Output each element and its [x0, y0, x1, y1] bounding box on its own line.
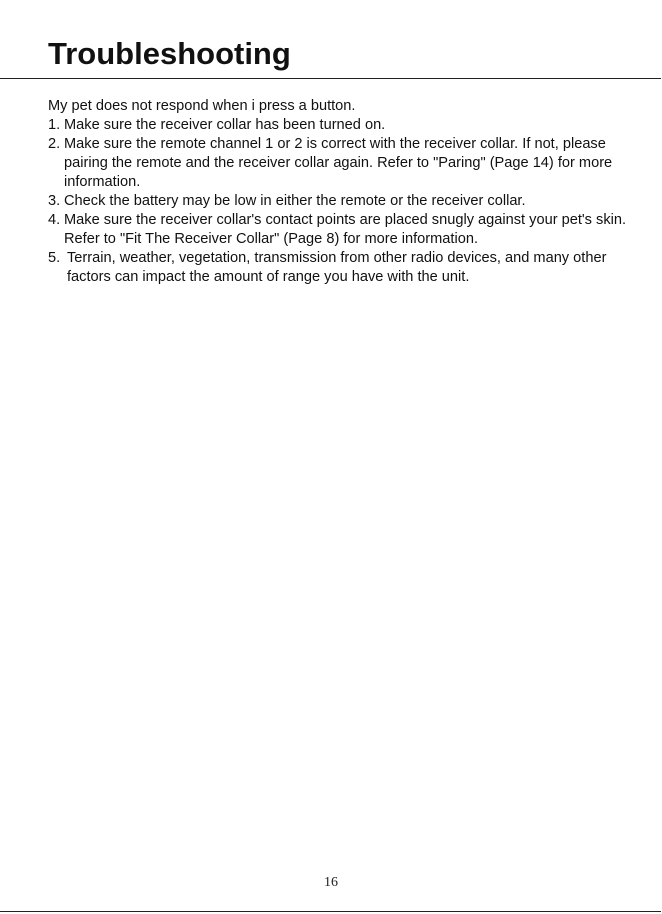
page-number: 16 — [324, 875, 338, 890]
list-item-number: 3. — [48, 193, 61, 209]
list-item — [48, 135, 628, 192]
list-item — [48, 249, 628, 287]
list-item-text: Make sure the receiver collar's contact points are placed snugly against your pet's skin. Refer to "Fit The Receiver Collar" (Page 8) for more information. — [64, 212, 627, 247]
list-item-number: 4. — [48, 212, 61, 228]
solution-list — [48, 116, 628, 287]
list-item — [48, 192, 628, 211]
list-item-number: 2. — [48, 136, 61, 152]
title-divider — [0, 78, 661, 79]
troubleshooting-section — [48, 97, 628, 287]
list-item-text: Make sure the receiver collar has been turned on. — [64, 117, 386, 133]
problem-statement: My pet does not respond when i press a button. — [48, 98, 356, 114]
list-item-text: Make sure the remote channel 1 or 2 is correct with the receiver collar. If not, please pairing the remote and the receiver collar again. Refer to "Paring" (Page 14) for more information. — [64, 136, 613, 190]
list-item-text: Terrain, weather, vegetation, transmission from other radio devices, and many other factors can impact the amount of range you have with the unit. — [67, 250, 607, 285]
list-item — [48, 211, 628, 249]
list-item-number: 1. — [48, 117, 61, 133]
footer-divider — [0, 911, 661, 912]
list-item-text: Check the battery may be low in either the remote or the receiver collar. — [64, 193, 526, 209]
list-item — [48, 116, 628, 135]
page-title: Troubleshooting — [48, 36, 291, 71]
list-item-number: 5. — [48, 250, 61, 266]
